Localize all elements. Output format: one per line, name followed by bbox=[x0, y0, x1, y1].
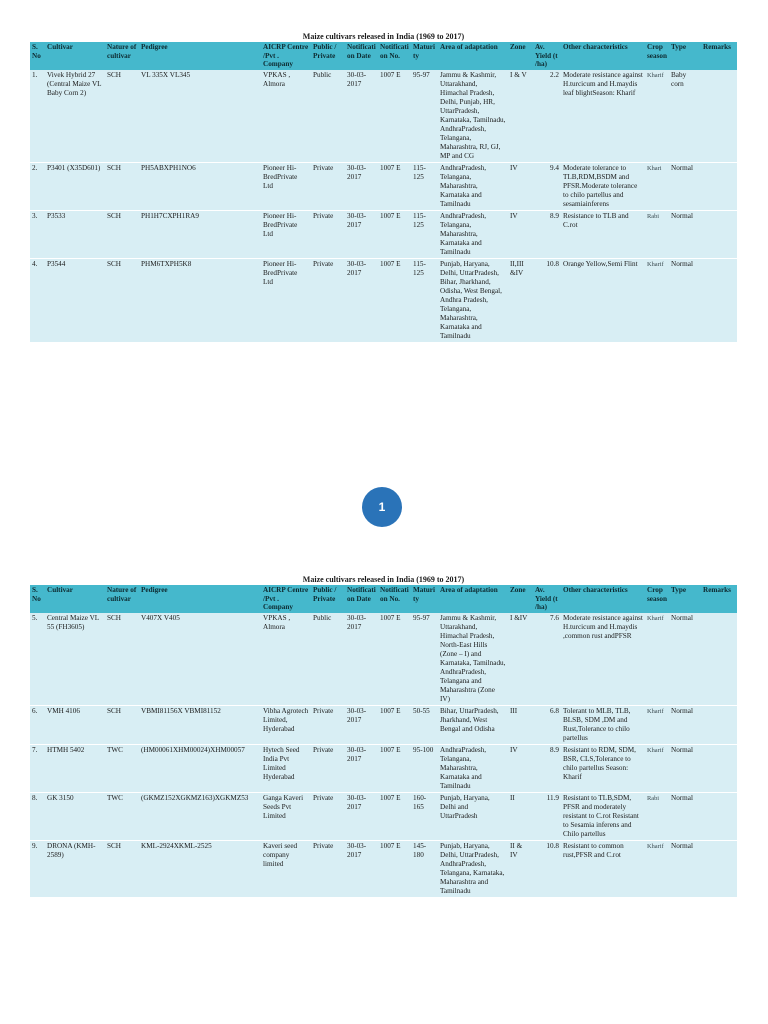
cell-area: Punjab, Haryana, Delhi, UttarPradesh, AndhraPradesh, Telangana, Karnataka, Maharashtra and Tamilnadu bbox=[438, 840, 508, 897]
cell-nature: SCH bbox=[105, 840, 139, 897]
cell-nature: SCH bbox=[105, 258, 139, 342]
cell-cultivar: P3533 bbox=[45, 210, 105, 258]
cell-other: Resistance to TLB and C.rot bbox=[561, 210, 645, 258]
cell-sector: Private bbox=[311, 840, 345, 897]
col-type: Type bbox=[669, 42, 701, 70]
col-pedigree: Pedigree bbox=[139, 42, 261, 70]
cell-yield: 10.8 bbox=[533, 258, 561, 342]
cell-no: 1007 E bbox=[378, 792, 411, 840]
cell-other: Moderate tolerance to TLB,RDM,BSDM and PFSR.Moderate tolerance to chilo partellus and sesamiainferens bbox=[561, 162, 645, 210]
cell-season: Khari bbox=[645, 162, 669, 210]
cell-zone: I &IV bbox=[508, 613, 533, 706]
cultivar-table-2 bbox=[30, 585, 737, 898]
cell-zone: II bbox=[508, 792, 533, 840]
col-no: Notification No. bbox=[378, 42, 411, 70]
cell-season: Kharif bbox=[645, 70, 669, 163]
cell-sno: 2. bbox=[30, 162, 45, 210]
cell-yield: 10.8 bbox=[533, 840, 561, 897]
cell-season: Kharif bbox=[645, 705, 669, 744]
cell-type: Normal bbox=[669, 258, 701, 342]
cell-remarks bbox=[701, 258, 737, 342]
cell-yield: 7.6 bbox=[533, 613, 561, 706]
cell-cultivar: P3544 bbox=[45, 258, 105, 342]
cell-yield: 8.9 bbox=[533, 210, 561, 258]
cell-no: 1007 E bbox=[378, 705, 411, 744]
col-cultivar: Cultivar bbox=[45, 585, 105, 613]
table-header-row bbox=[30, 585, 737, 613]
col-remarks: Remarks bbox=[701, 585, 737, 613]
cell-date: 30-03-2017 bbox=[345, 210, 378, 258]
cell-zone: I & V bbox=[508, 70, 533, 163]
cell-season: Kharif bbox=[645, 744, 669, 792]
cell-maturity: 50-55 bbox=[411, 705, 438, 744]
cell-maturity: 95-97 bbox=[411, 70, 438, 163]
cell-sector: Private bbox=[311, 705, 345, 744]
cell-pedigree: VL 335X VL345 bbox=[139, 70, 261, 163]
cell-yield: 6.8 bbox=[533, 705, 561, 744]
cell-nature: SCH bbox=[105, 613, 139, 706]
cell-date: 30-03-2017 bbox=[345, 705, 378, 744]
cell-aicrp: Pioneer Hi-BredPrivate Ltd bbox=[261, 210, 311, 258]
cell-other: Moderate resistance against H.turcicum and H.maydis leaf blightSeason: Kharif bbox=[561, 70, 645, 163]
cell-sector: Private bbox=[311, 744, 345, 792]
table-row bbox=[30, 210, 737, 258]
cell-date: 30-03-2017 bbox=[345, 70, 378, 163]
cell-cultivar: HTMH 5402 bbox=[45, 744, 105, 792]
cell-aicrp: VPKAS , Almora bbox=[261, 613, 311, 706]
cell-season: Kharif bbox=[645, 840, 669, 897]
cell-zone: IV bbox=[508, 210, 533, 258]
col-cultivar: Cultivar bbox=[45, 42, 105, 70]
cell-season: Kharif bbox=[645, 258, 669, 342]
col-sno: S. No bbox=[30, 585, 45, 613]
cell-no: 1007 E bbox=[378, 840, 411, 897]
col-zone: Zone bbox=[508, 42, 533, 70]
cell-type: Normal bbox=[669, 840, 701, 897]
cell-type: Normal bbox=[669, 744, 701, 792]
cell-pedigree: (GKMZ152XGKMZ163)XGKMZ53 bbox=[139, 792, 261, 840]
table-title: Maize cultivars released in India (1969 to 2017) bbox=[302, 32, 465, 41]
col-date: Notification Date bbox=[345, 42, 378, 70]
cell-sector: Private bbox=[311, 210, 345, 258]
cell-sno: 1. bbox=[30, 70, 45, 163]
cell-other: Orange Yellow,Semi Flint bbox=[561, 258, 645, 342]
cell-sno: 7. bbox=[30, 744, 45, 792]
cell-nature: SCH bbox=[105, 162, 139, 210]
table-row bbox=[30, 744, 737, 792]
cell-sno: 5. bbox=[30, 613, 45, 706]
cell-other: Resistant to TLB,SDM, PFSR and moderately resistant to C.rot Resistant to Sesamia inferens and Chilo partellus bbox=[561, 792, 645, 840]
col-pedigree: Pedigree bbox=[139, 585, 261, 613]
cell-maturity: 95-100 bbox=[411, 744, 438, 792]
cell-sno: 8. bbox=[30, 792, 45, 840]
table-row bbox=[30, 258, 737, 342]
cell-zone: II & IV bbox=[508, 840, 533, 897]
cell-sno: 3. bbox=[30, 210, 45, 258]
cell-pedigree: PHM6TXPH5K8 bbox=[139, 258, 261, 342]
table-title: Maize cultivars released in India (1969 to 2017) bbox=[302, 575, 465, 584]
cell-sector: Public bbox=[311, 613, 345, 706]
cell-type: Normal bbox=[669, 162, 701, 210]
cell-aicrp: Pioneer Hi-BredPrivate Ltd bbox=[261, 258, 311, 342]
cell-remarks bbox=[701, 705, 737, 744]
cell-aicrp: Hytech Seed India Pvt Limited Hyderabad bbox=[261, 744, 311, 792]
table-body bbox=[30, 70, 737, 343]
cell-type: Normal bbox=[669, 210, 701, 258]
cell-pedigree: (HM00061XHM00024)XHM00057 bbox=[139, 744, 261, 792]
table-row bbox=[30, 613, 737, 706]
cell-pedigree: PH1H7CXPH1RA9 bbox=[139, 210, 261, 258]
cell-area: AndhraPradesh, Telangana, Maharashtra, Karnataka and Tamilnadu bbox=[438, 210, 508, 258]
col-date: Notification Date bbox=[345, 585, 378, 613]
col-other: Other characteristics bbox=[561, 42, 645, 70]
cell-pedigree: PH5ABXPH1NO6 bbox=[139, 162, 261, 210]
document-page-2 bbox=[30, 575, 737, 898]
col-maturity: Maturity bbox=[411, 42, 438, 70]
cell-remarks bbox=[701, 70, 737, 163]
col-aicrp: AICRP Centre /Pvt . Company bbox=[261, 42, 311, 70]
table-header bbox=[30, 42, 737, 70]
cell-pedigree: V407X V405 bbox=[139, 613, 261, 706]
cell-season: Rabi bbox=[645, 792, 669, 840]
cell-area: Jammu & Kashmir, Uttarakhand, Himachal Pradesh, North-East Hills (Zone – I) and Karnataka, Tamilnadu, AndhraPradesh, Telangana and Maharashtra (Zone IV) bbox=[438, 613, 508, 706]
page-number-badge: 1 bbox=[362, 487, 402, 527]
cell-sector: Private bbox=[311, 792, 345, 840]
cell-cultivar: Central Maize VL 55 (FH3605) bbox=[45, 613, 105, 706]
cell-yield: 2.2 bbox=[533, 70, 561, 163]
cell-pedigree: KML-2924XKML-2525 bbox=[139, 840, 261, 897]
col-sector: Public / Private bbox=[311, 42, 345, 70]
col-sector: Public / Private bbox=[311, 585, 345, 613]
cell-no: 1007 E bbox=[378, 162, 411, 210]
cell-remarks bbox=[701, 792, 737, 840]
cell-aicrp: Ganga Kaveri Seeds Pvt Limited bbox=[261, 792, 311, 840]
cell-cultivar: GK 3150 bbox=[45, 792, 105, 840]
table-body bbox=[30, 613, 737, 898]
cell-type: Normal bbox=[669, 705, 701, 744]
cell-no: 1007 E bbox=[378, 613, 411, 706]
cell-cultivar: P3401 (X35D601) bbox=[45, 162, 105, 210]
cell-maturity: 160-165 bbox=[411, 792, 438, 840]
col-area: Area of adaptation bbox=[438, 585, 508, 613]
cell-cultivar: DRONA (KMH-2589) bbox=[45, 840, 105, 897]
cell-area: Punjab, Haryana, Delhi, UttarPradesh, Bihar, Jharkhand, Odisha, West Bengal, Andhra Pradesh, Telangana, Maharashtra, Karnataka and Tamilnadu bbox=[438, 258, 508, 342]
cell-type: Normal bbox=[669, 792, 701, 840]
cell-maturity: 115-125 bbox=[411, 210, 438, 258]
cell-remarks bbox=[701, 744, 737, 792]
cell-aicrp: Pioneer Hi-BredPrivate Ltd bbox=[261, 162, 311, 210]
cell-nature: SCH bbox=[105, 210, 139, 258]
cell-season: Kharif bbox=[645, 613, 669, 706]
cell-no: 1007 E bbox=[378, 210, 411, 258]
cell-other: Resistant to RDM, SDM, BSR, CLS,Tolerance to chilo partellus Season: Kharif bbox=[561, 744, 645, 792]
cell-date: 30-03-2017 bbox=[345, 792, 378, 840]
col-area: Area of adaptation bbox=[438, 42, 508, 70]
cell-zone: III bbox=[508, 705, 533, 744]
col-yield: Av. Yield (t /ha) bbox=[533, 42, 561, 70]
table-row bbox=[30, 705, 737, 744]
cell-maturity: 115-125 bbox=[411, 162, 438, 210]
cell-area: AndhraPradesh, Telangana, Maharashtra, Karnataka and Tamilnadu bbox=[438, 744, 508, 792]
col-no: Notification No. bbox=[378, 585, 411, 613]
cell-nature: SCH bbox=[105, 70, 139, 163]
col-nature: Nature of cultivar bbox=[105, 42, 139, 70]
cell-zone: II,III &IV bbox=[508, 258, 533, 342]
cell-date: 30-03-2017 bbox=[345, 258, 378, 342]
cell-area: Jammu & Kashmir, Uttarakhand, Himachal Pradesh, Delhi, Punjab, HR, UttarPradesh, Karnataka, Tamilnadu, AndhraPradesh, Telangana, Maharashtra, RJ, GJ, MP and CG bbox=[438, 70, 508, 163]
cell-nature: TWC bbox=[105, 792, 139, 840]
cell-remarks bbox=[701, 840, 737, 897]
cell-maturity: 115-125 bbox=[411, 258, 438, 342]
cell-sno: 9. bbox=[30, 840, 45, 897]
cell-yield: 11.9 bbox=[533, 792, 561, 840]
cell-sector: Public bbox=[311, 70, 345, 163]
col-type: Type bbox=[669, 585, 701, 613]
cell-other: Tolerant to MLB, TLB, BLSB, SDM ,DM and Rust,Tolerance to chilo partellus bbox=[561, 705, 645, 744]
cell-date: 30-03-2017 bbox=[345, 744, 378, 792]
cell-maturity: 145-180 bbox=[411, 840, 438, 897]
cell-date: 30-03-2017 bbox=[345, 840, 378, 897]
cell-other: Resistant to common rust,PFSR and C.rot bbox=[561, 840, 645, 897]
cell-type: Baby corn bbox=[669, 70, 701, 163]
table-row bbox=[30, 70, 737, 163]
cell-yield: 9.4 bbox=[533, 162, 561, 210]
col-other: Other characteristics bbox=[561, 585, 645, 613]
cultivar-table-1 bbox=[30, 42, 737, 343]
document-page-1 bbox=[30, 32, 737, 343]
table-row bbox=[30, 162, 737, 210]
cell-aicrp: VPKAS , Almora bbox=[261, 70, 311, 163]
col-aicrp: AICRP Centre /Pvt . Company bbox=[261, 585, 311, 613]
table-row bbox=[30, 792, 737, 840]
cell-area: Bihar, UttarPradesh, Jharkhand, West Bengal and Odisha bbox=[438, 705, 508, 744]
cell-remarks bbox=[701, 613, 737, 706]
cell-maturity: 95-97 bbox=[411, 613, 438, 706]
cell-other: Moderate resistance against H.turcicum and H.maydis ,common rust andPFSR bbox=[561, 613, 645, 706]
cell-area: AndhraPradesh, Telangana, Maharashtra, Karnataka and Tamilnadu bbox=[438, 162, 508, 210]
cell-zone: IV bbox=[508, 744, 533, 792]
cell-cultivar: Vivek Hybrid 27 (Central Maize VL Baby Corn 2) bbox=[45, 70, 105, 163]
col-remarks: Remarks bbox=[701, 42, 737, 70]
col-yield: Av. Yield (t /ha) bbox=[533, 585, 561, 613]
cell-date: 30-03-2017 bbox=[345, 613, 378, 706]
table-row bbox=[30, 840, 737, 897]
cell-pedigree: VBMI81156X VBMI81152 bbox=[139, 705, 261, 744]
cell-sector: Private bbox=[311, 162, 345, 210]
cell-remarks bbox=[701, 162, 737, 210]
col-season: Crop season bbox=[645, 585, 669, 613]
table-header bbox=[30, 585, 737, 613]
cell-no: 1007 E bbox=[378, 744, 411, 792]
cell-sector: Private bbox=[311, 258, 345, 342]
col-zone: Zone bbox=[508, 585, 533, 613]
cell-season: Rabi bbox=[645, 210, 669, 258]
col-nature: Nature of cultivar bbox=[105, 585, 139, 613]
cell-aicrp: Vibha Agrotech Limited, Hyderabad bbox=[261, 705, 311, 744]
cell-aicrp: Kaveri seed company limited bbox=[261, 840, 311, 897]
table-header-row bbox=[30, 42, 737, 70]
col-maturity: Maturity bbox=[411, 585, 438, 613]
col-sno: S. No bbox=[30, 42, 45, 70]
cell-no: 1007 E bbox=[378, 258, 411, 342]
cell-zone: IV bbox=[508, 162, 533, 210]
cell-area: Punjab, Haryana, Delhi and UttarPradesh bbox=[438, 792, 508, 840]
cell-sno: 6. bbox=[30, 705, 45, 744]
cell-nature: SCH bbox=[105, 705, 139, 744]
cell-sno: 4. bbox=[30, 258, 45, 342]
cell-date: 30-03-2017 bbox=[345, 162, 378, 210]
cell-no: 1007 E bbox=[378, 70, 411, 163]
cell-nature: TWC bbox=[105, 744, 139, 792]
cell-cultivar: VMH 4106 bbox=[45, 705, 105, 744]
cell-yield: 8.9 bbox=[533, 744, 561, 792]
col-season: Crop season bbox=[645, 42, 669, 70]
cell-remarks bbox=[701, 210, 737, 258]
cell-type: Normal bbox=[669, 613, 701, 706]
